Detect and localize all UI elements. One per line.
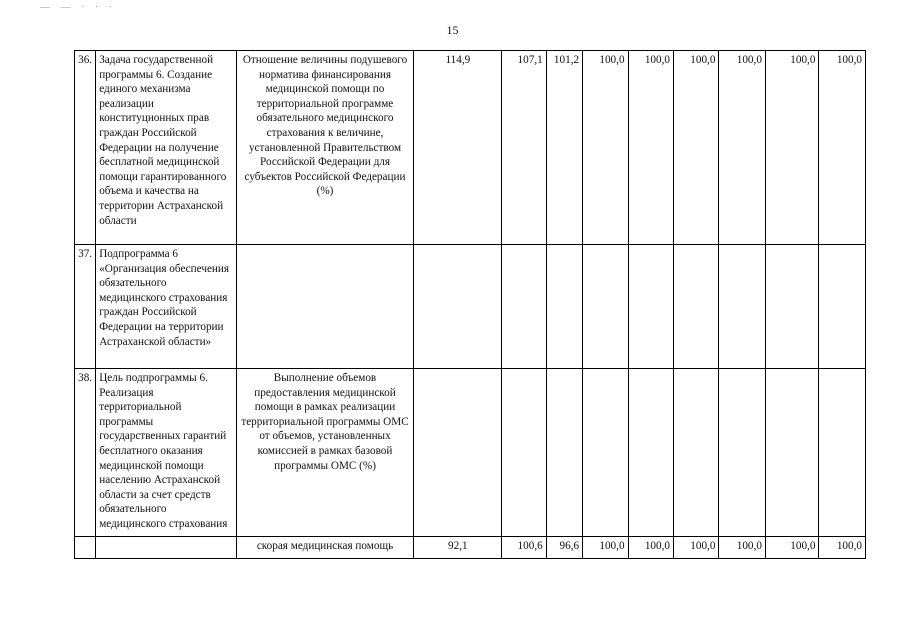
value-cell <box>583 245 628 369</box>
value-cell <box>414 369 502 537</box>
value-cell: 96,6 <box>546 537 582 559</box>
value-cell: 101,2 <box>546 51 582 245</box>
value-cell: 100,0 <box>819 537 866 559</box>
value-cell: 100,0 <box>628 51 673 245</box>
value-cell <box>628 369 673 537</box>
table-row <box>75 537 866 559</box>
value-cell: 114,9 <box>414 51 502 245</box>
task-cell: Задача государственной программы 6. Создание единого механизма реализации конституционных прав граждан Российской Федерации на получение бесплатной медицинской помощи гарантированного объема и качества на территории Астраханской области <box>96 51 236 245</box>
indicator-cell: скорая медицинская помощь <box>236 537 414 559</box>
row-number: 38. <box>75 369 96 537</box>
value-cell: 100,0 <box>628 537 673 559</box>
value-cell <box>719 369 765 537</box>
value-cell <box>502 369 546 537</box>
row-number: 36. <box>75 51 96 245</box>
indicators-table <box>74 50 866 559</box>
value-cell: 100,0 <box>719 537 765 559</box>
value-cell: 92,1 <box>414 537 502 559</box>
table-row <box>75 51 866 245</box>
indicator-cell: Выполнение объемов предоставления медицинской помощи в рамках реализации территориальной программы ОМС от объемов, установленных комиссией в рамках базовой программы ОМС (%) <box>236 369 414 537</box>
value-cell <box>819 369 866 537</box>
task-cell <box>96 537 236 559</box>
value-cell <box>628 245 673 369</box>
value-cell <box>502 245 546 369</box>
value-cell <box>583 369 628 537</box>
value-cell <box>765 369 819 537</box>
task-cell: Цель подпрограммы 6. Реализация территориальной программы государственных гарантий бесплатного оказания медицинской помощи населению Астраханской области за счет средств обязательного медицинского страхования <box>96 369 236 537</box>
value-cell: 100,0 <box>583 537 628 559</box>
value-cell: 100,0 <box>765 51 819 245</box>
value-cell <box>819 245 866 369</box>
value-cell <box>546 369 582 537</box>
value-cell: 107,1 <box>502 51 546 245</box>
page-number: 15 <box>446 23 459 37</box>
value-cell <box>546 245 582 369</box>
value-cell: 100,0 <box>819 51 866 245</box>
indicator-cell <box>236 245 414 369</box>
indicator-cell: Отношение величины подушевого норматива финансирования медицинской помощи по территориальной программе обязательного медицинского страхования к величине, установленной Правительством Российской Федерации для субъектов Российской Федерации (%) <box>236 51 414 245</box>
value-cell: 100,6 <box>502 537 546 559</box>
value-cell <box>673 245 718 369</box>
value-cell <box>719 245 765 369</box>
value-cell: 100,0 <box>719 51 765 245</box>
value-cell <box>414 245 502 369</box>
table-row <box>75 369 866 537</box>
value-cell <box>765 245 819 369</box>
value-cell: 100,0 <box>765 537 819 559</box>
value-cell: 100,0 <box>673 537 718 559</box>
value-cell: 100,0 <box>583 51 628 245</box>
value-cell <box>673 369 718 537</box>
row-number: 37. <box>75 245 96 369</box>
task-cell: Подпрограмма 6 «Организация обеспечения обязательного медицинского страхования граждан Российской Федерации на территории Астраханской области» <box>96 245 236 369</box>
value-cell: 100,0 <box>673 51 718 245</box>
scan-marks: — — · · · <box>40 2 116 13</box>
row-number <box>75 537 96 559</box>
table-row <box>75 245 866 369</box>
